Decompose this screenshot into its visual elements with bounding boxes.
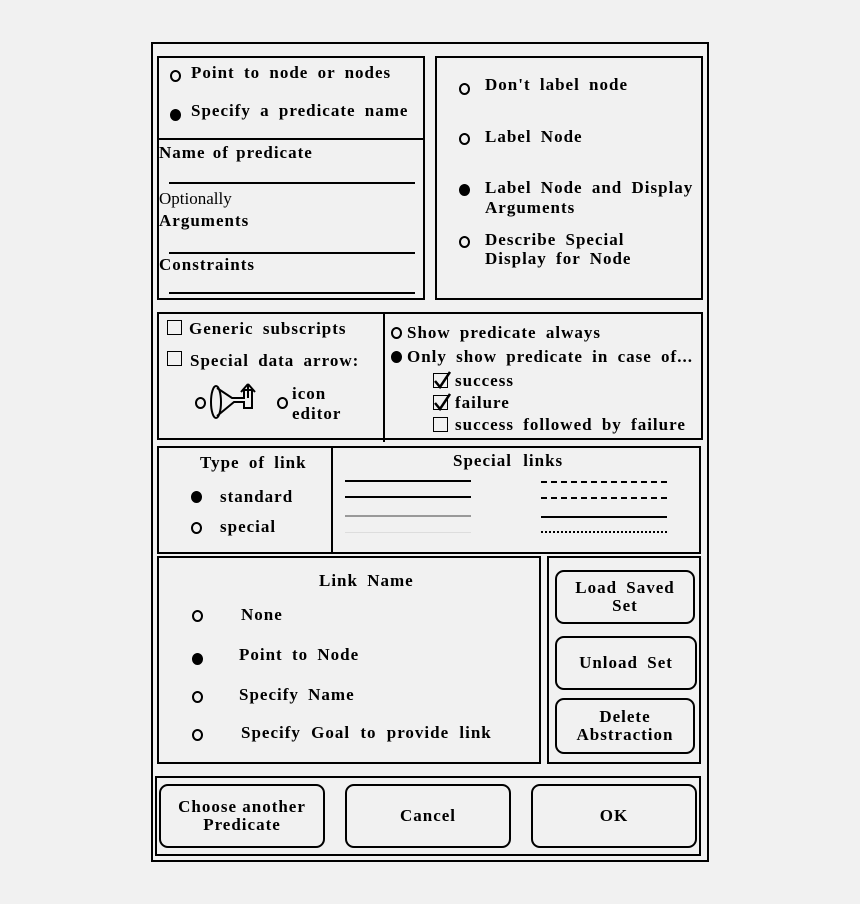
constraints-label: Constraints — [159, 255, 256, 274]
link-style-faint[interactable] — [345, 532, 471, 533]
label-special-data-arrow: Special data arrow: — [190, 351, 360, 370]
predicate-spec-divider — [157, 138, 425, 140]
link-style-solid-2[interactable] — [345, 496, 471, 498]
radio-label-node[interactable] — [459, 133, 470, 145]
ok-button[interactable]: OK — [531, 784, 697, 848]
label-link-name-point: Point to Node — [239, 645, 360, 664]
name-of-predicate-underline — [169, 182, 415, 184]
label-failure: failure — [455, 393, 510, 412]
label-link-name-none: None — [241, 605, 283, 624]
radio-link-special[interactable] — [191, 522, 202, 534]
label-success-followed-by-failure: success followed by failure — [455, 415, 686, 434]
arguments-underline — [169, 252, 415, 254]
radio-link-name-point[interactable] — [192, 653, 203, 665]
checkbox-success-followed-by-failure[interactable] — [433, 417, 448, 432]
label-point-to-node: Point to node or nodes — [191, 63, 392, 82]
label-describe-special-display: Describe Special Display for Node — [485, 230, 632, 268]
radio-show-predicate-always[interactable] — [391, 327, 402, 339]
radio-specify-predicate[interactable] — [170, 109, 181, 121]
link-style-dotted[interactable] — [541, 531, 667, 533]
label-specify-predicate: Specify a predicate name — [191, 101, 409, 120]
radio-point-to-node[interactable] — [170, 70, 181, 82]
label-only-show-predicate: Only show predicate in case of... — [407, 347, 693, 366]
link-style-gray[interactable] — [345, 515, 471, 517]
unload-set-button[interactable]: Unload Set — [555, 636, 697, 690]
radio-link-name-specify[interactable] — [192, 691, 203, 703]
data-arrow-icon — [208, 380, 268, 422]
checkbox-generic-subscripts[interactable] — [167, 320, 182, 335]
arguments-input[interactable] — [169, 234, 415, 252]
link-style-dashed[interactable] — [541, 481, 667, 483]
arguments-label: Arguments — [159, 211, 250, 230]
display-options-divider — [383, 312, 385, 442]
checkbox-special-data-arrow[interactable] — [167, 351, 182, 366]
label-generic-subscripts: Generic subscripts — [189, 319, 347, 338]
radio-arrow-icon[interactable] — [195, 397, 206, 409]
checkbox-success[interactable] — [433, 373, 448, 388]
radio-icon-editor[interactable] — [277, 397, 288, 409]
label-show-predicate-always: Show predicate always — [407, 323, 601, 342]
radio-describe-special-display[interactable] — [459, 236, 470, 248]
special-links-title: Special links — [453, 451, 564, 470]
label-success: success — [455, 371, 514, 390]
radio-only-show-predicate[interactable] — [391, 351, 402, 363]
label-label-node: Label Node — [485, 127, 583, 146]
radio-link-standard[interactable] — [191, 491, 202, 503]
label-link-standard: standard — [220, 487, 294, 506]
label-link-name-goal: Specify Goal to provide link — [241, 723, 492, 742]
link-name-title: Link Name — [319, 571, 414, 590]
radio-link-name-none[interactable] — [192, 610, 203, 622]
constraints-underline — [169, 292, 415, 294]
label-label-node-display-args: Label Node and Display Arguments — [485, 178, 694, 217]
link-style-dash-dot[interactable] — [541, 497, 667, 499]
label-dont-label-node: Don't label node — [485, 75, 629, 94]
checkbox-failure[interactable] — [433, 395, 448, 410]
name-of-predicate-label: Name of predicate — [159, 143, 313, 162]
name-of-predicate-input[interactable] — [169, 164, 415, 182]
cancel-button[interactable]: Cancel — [345, 784, 511, 848]
icon-editor-label: icon editor — [292, 384, 342, 423]
link-style-solid-3[interactable] — [541, 516, 667, 518]
optionally-label: Optionally — [159, 189, 232, 208]
type-of-link-title: Type of link — [200, 453, 307, 472]
radio-label-node-display-args[interactable] — [459, 184, 470, 196]
load-saved-set-button[interactable]: Load Saved Set — [555, 570, 695, 624]
radio-link-name-goal[interactable] — [192, 729, 203, 741]
label-link-name-specify: Specify Name — [239, 685, 355, 704]
link-type-divider — [331, 446, 333, 554]
radio-dont-label-node[interactable] — [459, 83, 470, 95]
label-link-special: special — [220, 517, 277, 536]
constraints-input[interactable] — [169, 274, 415, 292]
delete-abstraction-button[interactable]: Delete Abstraction — [555, 698, 695, 754]
link-style-solid-1[interactable] — [345, 480, 471, 482]
choose-another-predicate-button[interactable]: Choose another Predicate — [159, 784, 325, 848]
